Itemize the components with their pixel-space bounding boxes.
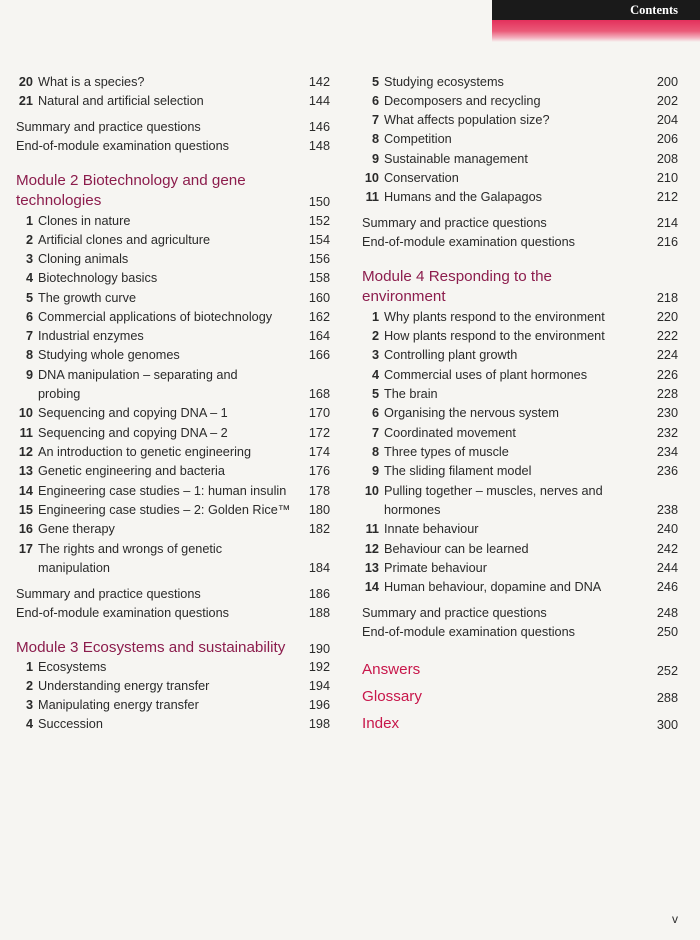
toc-entry[interactable]: 14 Engineering case studies – 1: human insulin 178 xyxy=(18,484,330,498)
index-heading[interactable]: Index 300 xyxy=(362,715,678,732)
toc-entry[interactable]: 5 The growth curve 160 xyxy=(25,291,330,305)
toc-entry[interactable]: 17 The rights and wrongs of genetic xyxy=(18,542,223,556)
toc-entry[interactable]: 4 Succession 198 xyxy=(25,717,330,731)
answers-heading[interactable]: Answers 252 xyxy=(362,661,678,678)
toc-entry[interactable]: 8 Three types of muscle 234 xyxy=(371,445,678,459)
contents-header-bar xyxy=(492,0,700,20)
toc-entry[interactable]: 10 Sequencing and copying DNA – 1 170 xyxy=(18,406,330,420)
toc-entry[interactable]: 6 Commercial applications of biotechnology 162 xyxy=(25,310,330,324)
toc-extra-entry[interactable]: End-of-module examination questions 148 xyxy=(16,139,330,153)
toc-entry[interactable]: 11 Humans and the Galapagos 212 xyxy=(365,190,678,204)
toc-entry[interactable]: 8 Competition 206 xyxy=(371,132,678,146)
toc-extra-entry[interactable]: End-of-module examination questions 188 xyxy=(16,606,330,620)
toc-entry[interactable]: 3 Controlling plant growth 224 xyxy=(371,348,678,362)
toc-entry[interactable]: 1 Ecosystems 192 xyxy=(25,660,330,674)
toc-entry[interactable]: 13 Primate behaviour 244 xyxy=(364,561,678,575)
toc-entry[interactable]: 9 DNA manipulation – separating and xyxy=(25,368,238,382)
toc-extra-entry[interactable]: Summary and practice questions 248 xyxy=(362,606,678,620)
toc-entry[interactable]: 2 Understanding energy transfer 194 xyxy=(25,679,330,693)
toc-entry[interactable]: 6 Decomposers and recycling 202 xyxy=(371,94,678,108)
toc-entry[interactable]: 10 Conservation 210 xyxy=(364,171,678,185)
toc-entry[interactable]: 1 Clones in nature 152 xyxy=(25,214,330,228)
toc-entry[interactable]: 2 Artificial clones and agriculture 154 xyxy=(25,233,330,247)
toc-entry[interactable]: 5 Studying ecosystems 200 xyxy=(371,75,678,89)
toc-entry[interactable]: 10 Pulling together – muscles, nerves and xyxy=(364,484,603,498)
glossary-heading[interactable]: Glossary 288 xyxy=(362,688,678,705)
toc-entry[interactable]: 12 An introduction to genetic engineering 174 xyxy=(18,445,330,459)
toc-entry[interactable]: 9 The sliding filament model 236 xyxy=(371,464,678,478)
toc-entry[interactable]: 6 Organising the nervous system 230 xyxy=(371,406,678,420)
module-2-heading[interactable]: Module 2 Biotechnology and gene technologies 150 xyxy=(16,172,330,209)
toc-entry[interactable]: 21 Natural and artificial selection 144 xyxy=(18,94,330,108)
toc-entry[interactable]: 7 What affects population size? 204 xyxy=(371,113,678,127)
toc-entry[interactable]: 12 Behaviour can be learned 242 xyxy=(364,542,678,556)
toc-entry-continuation[interactable]: probing 168 xyxy=(38,387,330,401)
toc-entry[interactable]: 13 Genetic engineering and bacteria 176 xyxy=(18,464,330,478)
toc-entry[interactable]: 9 Sustainable management 208 xyxy=(371,152,678,166)
toc-entry[interactable]: 7 Industrial enzymes 164 xyxy=(25,329,330,343)
toc-entry[interactable]: 3 Manipulating energy transfer 196 xyxy=(25,698,330,712)
toc-entry-continuation[interactable]: manipulation 184 xyxy=(38,561,330,575)
toc-entry[interactable]: 5 The brain 228 xyxy=(371,387,678,401)
toc-extra-entry[interactable]: Summary and practice questions 146 xyxy=(16,120,330,134)
toc-entry[interactable]: 11 Innate behaviour 240 xyxy=(365,522,678,536)
toc-entry[interactable]: 1 Why plants respond to the environment 220 xyxy=(371,310,678,324)
toc-extra-entry[interactable]: End-of-module examination questions 216 xyxy=(362,235,678,249)
header-accent-stripe xyxy=(492,20,700,42)
contents-header-title: Contents xyxy=(630,2,678,17)
toc-entry[interactable]: 15 Engineering case studies – 2: Golden Rice™ 180 xyxy=(18,503,330,517)
toc-entry[interactable]: 3 Cloning animals 156 xyxy=(25,252,330,266)
toc-entry[interactable]: 8 Studying whole genomes 166 xyxy=(25,348,330,362)
toc-entry[interactable]: 2 How plants respond to the environment 222 xyxy=(371,329,678,343)
toc-extra-entry[interactable]: End-of-module examination questions 250 xyxy=(362,625,678,639)
toc-entry[interactable]: 7 Coordinated movement 232 xyxy=(371,426,678,440)
toc-entry-continuation[interactable]: hormones 238 xyxy=(384,503,678,517)
toc-entry[interactable]: 14 Human behaviour, dopamine and DNA 246 xyxy=(364,580,678,594)
toc-entry[interactable]: 11 Sequencing and copying DNA – 2 172 xyxy=(19,426,330,440)
toc-extra-entry[interactable]: Summary and practice questions 214 xyxy=(362,216,678,230)
toc-entry[interactable]: 4 Commercial uses of plant hormones 226 xyxy=(371,368,678,382)
module-3-heading[interactable]: Module 3 Ecosystems and sustainability 190 xyxy=(16,639,330,656)
toc-entry[interactable]: 4 Biotechnology basics 158 xyxy=(25,271,330,285)
toc-extra-entry[interactable]: Summary and practice questions 186 xyxy=(16,587,330,601)
module-4-heading[interactable]: Module 4 Responding to the environment 218 xyxy=(362,268,678,305)
toc-entry[interactable]: 16 Gene therapy 182 xyxy=(18,522,330,536)
toc-entry[interactable]: 20 What is a species? 142 xyxy=(18,75,330,89)
page-number: v xyxy=(672,912,678,926)
